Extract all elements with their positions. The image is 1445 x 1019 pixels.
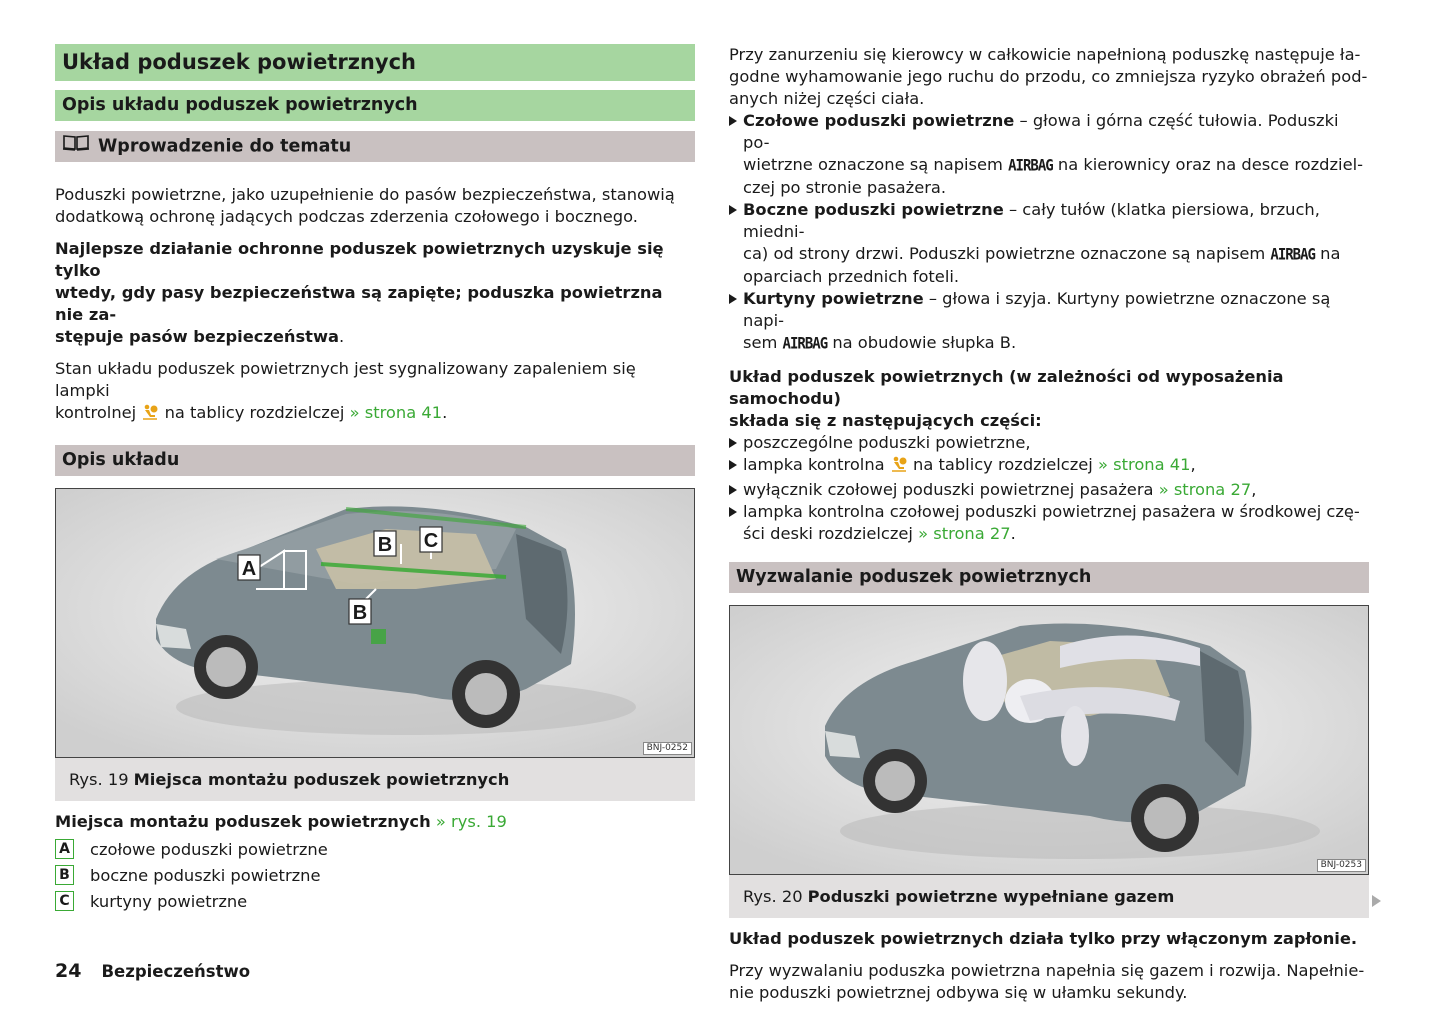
legend-key: B: [55, 865, 74, 885]
figure-inflated-airbags: [729, 605, 1369, 875]
bullet-text: na: [1320, 244, 1341, 263]
legend-key: C: [55, 891, 74, 911]
airbag-label: AIRBAG: [1270, 245, 1315, 265]
bullet-title: Kurtyny powietrzne: [743, 289, 924, 308]
caption-title: Miejsca montażu poduszek powietrznych: [133, 770, 510, 789]
legend-item: [55, 888, 695, 914]
paragraph-bold: Układ poduszek powietrznych działa tylko przy włączonym zapłonie.: [729, 929, 1358, 948]
parts-text: poszczególne poduszki powietrzne,: [743, 433, 1031, 452]
legend-list: [55, 836, 695, 914]
paragraph-status: Stan układu poduszek powietrznych jest sygnalizowany zapaleniem się lampki kontrolnej na tablicy rozdzielczej » strona 41.: [55, 358, 695, 427]
paragraph-line: Przy wyzwalaniu poduszka powietrzna napełnia się gazem i rozwija. Napełnie-: [729, 961, 1365, 980]
legend-item: [55, 862, 695, 888]
legend-text: czołowe poduszki powietrzne: [90, 839, 328, 859]
right-column: [729, 44, 1369, 1004]
parts-text: lampka kontrolna czołowej poduszki powietrznej pasażera w środkowej czę-: [743, 502, 1360, 521]
page-footer: [55, 960, 250, 982]
legend-title-text: Miejsca montażu poduszek powietrznych: [55, 812, 431, 831]
legend-key: A: [55, 839, 74, 859]
paragraph-bold-line: Układ poduszek powietrznych (w zależności od wyposażenia samochodu): [729, 367, 1284, 408]
paragraph-fragment: na tablicy rozdzielczej: [164, 403, 345, 422]
figure-caption: [55, 758, 695, 801]
section-heading: Układ poduszek powietrznych: [55, 44, 695, 81]
bullet-text: sem: [743, 333, 778, 352]
figure-caption: [729, 875, 1369, 918]
parts-item: wyłącznik czołowej poduszki powietrznej pasażera » strona 27,: [729, 479, 1369, 501]
bullet-side: [729, 199, 1369, 288]
paragraph-bold-line: składa się z następujących części:: [729, 411, 1042, 430]
figure-code: BNJ-0253: [1317, 859, 1366, 872]
parts-item: lampka kontrolna czołowej poduszki powietrznej pasażera w środkowej czę- ści deski rozdzielczej » strona 27.: [729, 501, 1369, 545]
intro-paragraph: [729, 44, 1369, 110]
paragraph-line: Przy zanurzeniu się kierowcy w całkowicie napełnioną poduszkę następuje ła-: [729, 45, 1361, 64]
bullet-curtain: [729, 288, 1369, 355]
bullet-text: – głowa i górna część tułowia. Poduszki po-: [743, 111, 1339, 152]
bullet-frontal: [729, 110, 1369, 199]
paragraph-line: Stan układu poduszek powietrznych jest sygnalizowany zapaleniem się lampki: [55, 359, 636, 400]
callout-A: A: [241, 558, 257, 580]
bullet-text: na obudowie słupka B.: [832, 333, 1017, 352]
bullet-text: – cały tułów (klatka piersiowa, brzuch, miedni-: [743, 200, 1320, 241]
paragraph-line: nie poduszki powietrznej odbywa się w ułamku sekundy.: [729, 983, 1188, 1002]
parts-text: lampka kontrolna: [743, 455, 885, 474]
figure-code: BNJ-0252: [643, 742, 692, 755]
parts-item: lampka kontrolna na tablicy rozdzielczej » strona 41,: [729, 454, 1369, 479]
intro-heading-text: Wprowadzenie do tematu: [98, 136, 352, 157]
paragraph-inflation: [729, 960, 1369, 1004]
page-link[interactable]: » strona 27: [918, 524, 1011, 543]
legend-title: [55, 811, 695, 833]
airbag-warning-icon: [890, 455, 908, 479]
book-icon: [62, 131, 90, 162]
bullet-text: czej po stronie pasażera.: [743, 178, 947, 197]
intro-heading: [55, 131, 695, 162]
section-name: Bezpieczeństwo: [101, 962, 251, 981]
page-link[interactable]: » strona 41: [1098, 455, 1191, 474]
callout-B-upper: B: [377, 534, 393, 556]
page-number: 24: [55, 960, 82, 982]
paragraph-bold: Najlepsze działanie ochronne poduszek powietrznych uzyskuje się tylko wtedy, gdy pasy bezpieczeństwa są zapięte; poduszka powietrzna nie za- stępuje pasów bezpieczeństwa.: [55, 238, 695, 348]
paragraph-intro: Poduszki powietrzne, jako uzupełnienie do pasów bezpieczeństwa, stanowią dodatkową ochronę jadących podczas zderzenia czołowego i bocznego.: [55, 185, 675, 226]
legend-item: [55, 836, 695, 862]
parts-text: ści deski rozdzielczej: [743, 524, 913, 543]
legend-text: boczne poduszki powietrzne: [90, 865, 321, 885]
bullet-text: na kierownicy oraz na desce rozdziel-: [1057, 155, 1363, 174]
airbag-warning-icon: [141, 403, 159, 427]
callout-C: C: [423, 530, 439, 552]
paragraph-line: anych niżej części ciała.: [729, 89, 925, 108]
bullet-text: wietrzne oznaczone są napisem: [743, 155, 1003, 174]
bullet-title: Czołowe poduszki powietrzne: [743, 111, 1015, 130]
bullet-text: oparciach przednich foteli.: [743, 267, 960, 286]
trigger-heading: Wyzwalanie poduszek powietrznych: [729, 562, 1369, 593]
bullet-title: Boczne poduszki powietrzne: [743, 200, 1004, 219]
figure-link[interactable]: » rys. 19: [435, 812, 507, 831]
parts-heading: [729, 366, 1369, 432]
car-illustration: [56, 489, 695, 757]
paragraph-bold-line: wtedy, gdy pasy bezpieczeństwa są zapięte; poduszka powietrzna nie za-: [55, 283, 663, 324]
legend-text: kurtyny powietrzne: [90, 891, 248, 911]
airbag-label: AIRBAG: [782, 334, 828, 354]
left-column: [55, 44, 695, 914]
caption-label: Rys. 20: [743, 887, 803, 906]
caption-title: Poduszki powietrzne wypełniane gazem: [807, 887, 1175, 906]
intro-text: [55, 184, 695, 228]
airbag-label: AIRBAG: [1008, 156, 1053, 176]
parts-text: wyłącznik czołowej poduszki powietrznej pasażera: [743, 480, 1154, 499]
callout-B-lower: B: [352, 602, 368, 624]
bullet-text: ca) od strony drzwi. Poduszki powietrzne oznaczone są napisem: [743, 244, 1266, 263]
subsection-heading: Opis układu poduszek powietrznych: [55, 90, 695, 121]
caption-label: Rys. 19: [69, 770, 129, 789]
car-inflated-illustration: [730, 606, 1369, 874]
figure-airbag-locations: [55, 488, 695, 758]
paragraph-fragment: kontrolnej: [55, 403, 137, 422]
description-heading: Opis układu: [55, 445, 695, 476]
paragraph-bold-line: stępuje pasów bezpieczeństwa: [55, 327, 339, 346]
parts-item: [729, 432, 1369, 454]
paragraph-bold-line: Najlepsze działanie ochronne poduszek powietrznych uzyskuje się tylko: [55, 239, 664, 280]
parts-text: na tablicy rozdzielczej: [913, 455, 1093, 474]
bullet-text: – głowa i szyja. Kurtyny powietrzne oznaczone są napi-: [743, 289, 1331, 330]
page-link[interactable]: » strona 41: [349, 403, 443, 422]
next-page-arrow-icon: [1372, 895, 1381, 907]
page-link[interactable]: » strona 27: [1158, 480, 1252, 499]
paragraph-line: godne wyhamowanie jego ruchu do przodu, co zmniejsza ryzyko obrażeń pod-: [729, 67, 1368, 86]
